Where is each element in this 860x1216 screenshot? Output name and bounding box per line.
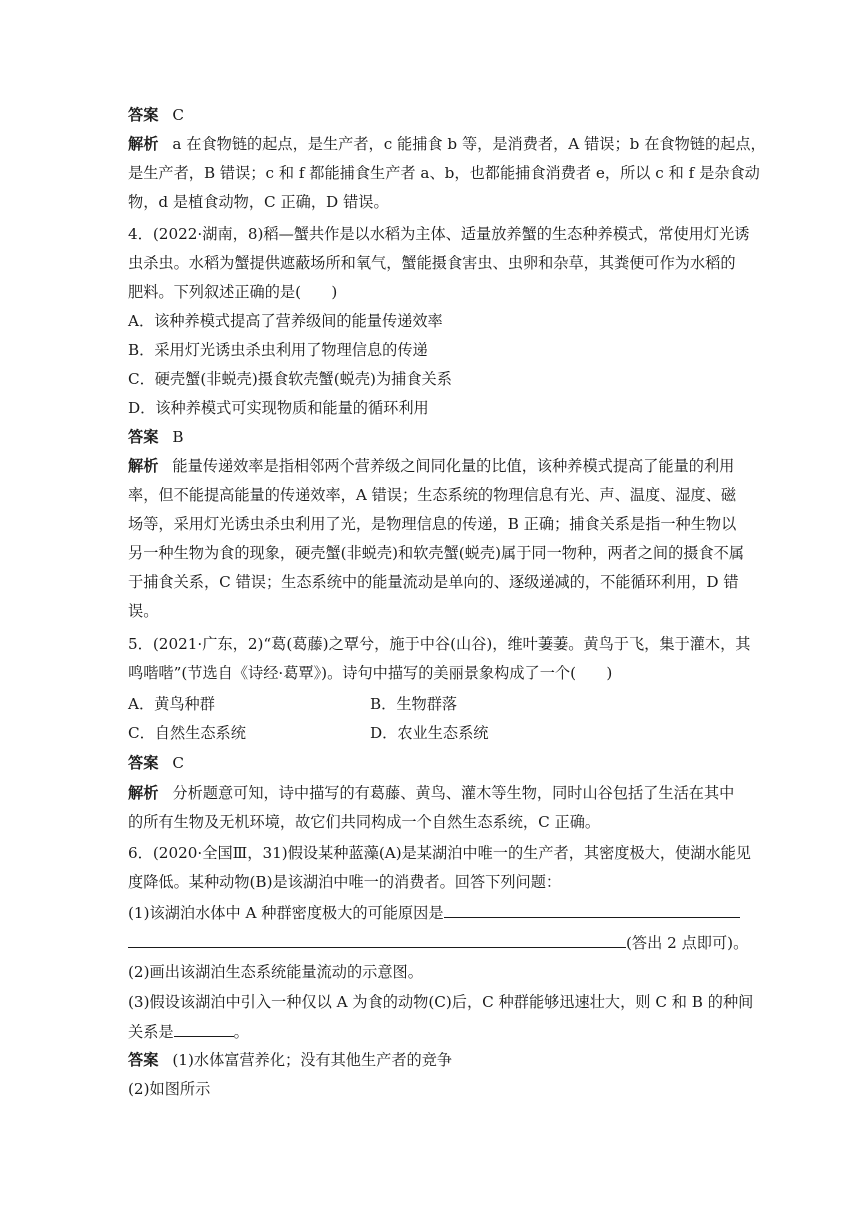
q5-answer: C: [172, 754, 184, 772]
q4-option-c: C．硬壳蟹(非蜕壳)摄食软壳蟹(蜕壳)为捕食关系: [128, 370, 452, 388]
q4-analysis-line-4: 另一种生物为食的现象，硬壳蟹(非蜕壳)和软壳蟹(蜕壳)属于同一物种，两者之间的摄食不属: [128, 544, 745, 562]
q4-stem-line-1: 4．(2022·湖南，8)稻—蟹共作是以水稻为主体、适量放养蟹的生态种养模式，常使用灯光诱: [128, 225, 750, 243]
analysis-label: 解析: [128, 135, 159, 153]
q5-options-row-1: [128, 694, 734, 714]
q3-answer: C: [172, 106, 184, 124]
q6-sub1-line-2: (答出 2 点即可)。: [128, 932, 734, 953]
q5-option-c: C．自然生态系统: [128, 724, 246, 742]
answer-label: 答案: [128, 428, 159, 446]
answer-blank[interactable]: [128, 932, 626, 948]
answer-label: 答案: [128, 754, 159, 772]
q5-analysis-line-1: 解析 分析题意可知，诗中描写的有葛藤、黄鸟、灌木等生物，同时山谷包括了生活在其中: [128, 784, 735, 802]
q4-stem-line-3: 肥料。下列叙述正确的是( ): [128, 283, 338, 301]
q4-answer-line: [128, 427, 734, 447]
q5-stem-line-1: 5．(2021·广东，2)“葛(葛藤)之覃兮，施于中谷(山谷)，维叶萋萋。黄鸟于飞，集于灌木，其: [128, 635, 751, 653]
q6-sub3-line-1: (3)假设该湖泊中引入一种仅以 A 为食的动物(C)后，C 种群能够迅速壮大，则 C 和 B 的种间: [128, 993, 754, 1011]
q6-stem-line-2: 度降低。某种动物(B)是该湖泊中唯一的消费者。回答下列问题：: [128, 873, 562, 891]
q4-stem-line-2: 虫杀虫。水稻为蟹提供遮蔽场所和氧气，蟹能摄食害虫、虫卵和杂草，其粪便可作为水稻的: [128, 254, 736, 272]
q4-option-b: B．采用灯光诱虫杀虫利用了物理信息的传递: [128, 341, 428, 359]
q5-analysis-line-2: 的所有生物及无机环境，故它们共同构成一个自然生态系统，C 正确。: [128, 813, 601, 831]
analysis-label: 解析: [128, 784, 159, 802]
q4-analysis-line-1: 解析 能量传递效率是指相邻两个营养级之间同化量的比值，该种养模式提高了能量的利用: [128, 457, 735, 475]
q6-answer-1: (1)水体富营养化；没有其他生产者的竞争: [172, 1051, 453, 1069]
q4-option-d: D．该种养模式可实现物质和能量的循环利用: [128, 399, 429, 417]
q5-option-b: B．生物群落: [370, 695, 458, 713]
q3-analysis-line-1: 解析 a 在食物链的起点，是生产者，c 能捕食 b 等，是消费者，A 错误；b 在食物链的起点，: [128, 135, 766, 153]
q4-analysis-line-2: 率，但不能提高能量的传递效率，A 错误；生态系统的物理信息有光、声、温度、湿度、磁: [128, 486, 737, 504]
q4-analysis-line-6: 误。: [128, 602, 159, 620]
q6-sub3-line-2: 关系是 。: [128, 1023, 249, 1041]
q6-answer-2: (2)如图所示: [128, 1080, 211, 1098]
q6-sub2: (2)画出该湖泊生态系统能量流动的示意图。: [128, 963, 423, 981]
analysis-label: 解析: [128, 457, 159, 475]
q4-analysis-line-5: 于捕食关系，C 错误；生态系统中的能量流动是单向的、逐级递减的，不能循环利用，D 错: [128, 573, 739, 591]
answer-blank[interactable]: [174, 1021, 234, 1037]
q5-option-d: D．农业生态系统: [370, 724, 489, 742]
q3-analysis-line-2: 是生产者，B 错误；c 和 f 都能捕食生产者 a、b，也都能捕食消费者 e，所以 c 和 f 是杂食动: [128, 164, 760, 182]
answer-blank[interactable]: [444, 902, 740, 918]
q3-answer-line: [128, 105, 734, 125]
q3-analysis-line-3: 物，d 是植食动物，C 正确，D 错误。: [128, 193, 389, 211]
q4-option-a: A．该种养模式提高了营养级间的能量传递效率: [128, 312, 443, 330]
q5-answer-line: [128, 753, 734, 773]
answer-label: 答案: [128, 106, 159, 124]
answer-label: 答案: [128, 1051, 159, 1069]
q4-answer: B: [172, 428, 184, 446]
q4-analysis-line-3: 场等，采用灯光诱虫杀虫利用了光，是物理信息的传递，B 正确；捕食关系是指一种生物以: [128, 515, 737, 533]
q6-stem-line-1: 6．(2020·全国Ⅲ，31)假设某种蓝藻(A)是某湖泊中唯一的生产者，其密度极大，使湖水能见: [128, 844, 751, 862]
q6-answer-line: [128, 1050, 734, 1070]
q5-option-a: A．黄鸟种群: [128, 695, 215, 713]
q6-sub1-line-1: (1)该湖泊水体中 A 种群密度极大的可能原因是: [128, 902, 734, 923]
q5-options-row-2: [128, 723, 734, 743]
q5-stem-line-2: 鸣喈喈”(节选自《诗经·葛覃》)。诗句中描写的美丽景象构成了一个( ): [128, 664, 613, 682]
